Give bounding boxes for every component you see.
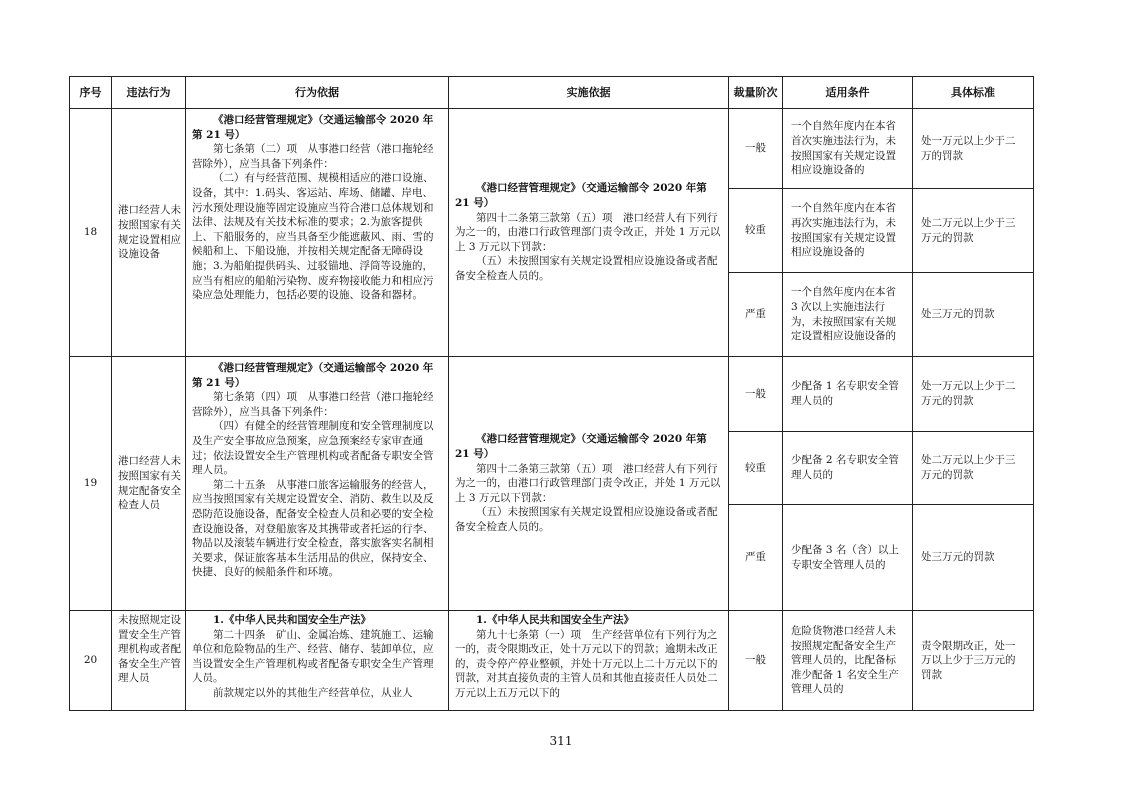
page-number: 311 [549, 734, 573, 748]
penalty-standard: 责令限期改正，处一万以上少于三万元的罚款 [913, 611, 1034, 711]
penalty-standard: 处二万元以上少于三万元的罚款 [913, 432, 1034, 505]
basis-paragraph: 第二十五条 从事港口旅客运输服务的经营人，应当按照国家有关规定设置安全、消防、救生以及反恐防范设施设备，配备安全检查人员和必要的安全检查设施设备，对登船旅客及其携带或者托运的行李、物品以及滚装车辆进行安全检查，落实旅客实名制相关要求，保证旅客基本生活用品的供应，保持安全、快捷、良好的候船条件和环境。 [192, 478, 434, 579]
header-basis: 行为依据 [186, 77, 449, 109]
table-row [70, 109, 1034, 189]
behavior-basis [186, 109, 449, 357]
behavior-basis [186, 357, 449, 611]
level-severe: 严重 [729, 273, 783, 357]
penalty-table [69, 76, 1034, 711]
basis-paragraph: 第七条第（四）项 从事港口经营（港口拖轮经营除外），应当具备下列条件： [192, 391, 434, 418]
level-serious: 较重 [729, 189, 783, 273]
applicable-condition: 少配备 2 名专职安全管理人员的 [783, 432, 913, 505]
row-number: 20 [70, 611, 112, 711]
header-cond: 适用条件 [783, 77, 913, 109]
impl-title: 《港口经营管理规定》（交通运输部令 2020 年第 21 号） [455, 182, 707, 210]
basis-paragraph: （四）有健全的经营管理制度和安全管理制度以及生产安全事故应急预案，应急预案经专家审查通过；依法设置安全生产管理机构或者配备专职安全管理人员。 [192, 420, 434, 477]
applicable-condition: 一个自然年度内在本省 3 次以上实施违法行为，未按照国家有关规定设置相应设施设备的 [783, 273, 913, 357]
impl-title: 《港口经营管理规定》（交通运输部令 2020 年第 21 号） [455, 433, 707, 461]
penalty-standard: 处一万元以上少于二万的罚款 [913, 109, 1034, 189]
level-general: 一般 [729, 611, 783, 711]
header-std: 具体标准 [913, 77, 1034, 109]
basis-title: 1.《中华人民共和国安全生产法》 [213, 614, 371, 626]
impl-title: 1.《中华人民共和国安全生产法》 [476, 614, 634, 626]
violation-act: 港口经营人未按照国家有关规定设置相应设施设备 [112, 109, 186, 357]
table-row [70, 611, 1034, 711]
level-serious: 较重 [729, 432, 783, 505]
applicable-condition: 少配备 3 名（含）以上专职安全管理人员的 [783, 505, 913, 611]
applicable-condition: 一个自然年度内在本省再次实施违法行为，未按照国家有关规定设置相应设施设备的 [783, 189, 913, 273]
implementation-basis [449, 357, 729, 611]
violation-act: 未按照规定设置安全生产管理机构或者配备安全生产管理人员 [112, 611, 186, 711]
table-row [70, 357, 1034, 432]
applicable-condition: 一个自然年度内在本省首次实施违法行为，未按照国家有关规定设置相应设施设备的 [783, 109, 913, 189]
basis-paragraph: 第七条第（二）项 从事港口经营（港口拖轮经营除外），应当具备下列条件： [192, 143, 434, 170]
violation-act: 港口经营人未按照国家有关规定配备安全检查人员 [112, 357, 186, 611]
table-header-row [70, 77, 1034, 109]
basis-paragraph: （二）有与经营范围、规模相适应的港口设施、设备，其中：1.码头、客运站、库场、储罐、岸电、污水预处理设施等固定设施应当符合港口总体规划和法律、法规及有关技术标准的要求；2.为旅客提供上、下船服务的，应当具备至少能遮蔽风、雨、雪的候船和上、下船设施，并按相关规定配备无障碍设施；3.为船舶提供码头、过驳锚地、浮筒等设施的，应当有相应的船舶污染物、废弃物接收能力和相应污染应急处理能力，包括必要的设施、设备和器材。 [192, 172, 434, 302]
applicable-condition: 少配备 1 名专职安全管理人员的 [783, 357, 913, 432]
applicable-condition: 危险货物港口经营人未按照规定配备安全生产管理人员的，比配备标准少配备 1 名安全生产管理人员的 [783, 611, 913, 711]
basis-paragraph: 第二十四条 矿山、金属冶炼、建筑施工、运输单位和危险物品的生产、经营、储存、装卸单位，应当设置安全生产管理机构或者配备专职安全生产管理人员。 [192, 628, 434, 685]
penalty-standard: 处三万元的罚款 [913, 505, 1034, 611]
header-no: 序号 [70, 77, 112, 109]
implementation-basis [449, 109, 729, 357]
row-number: 19 [70, 357, 112, 611]
header-act: 违法行为 [112, 77, 186, 109]
basis-paragraph: 前款规定以外的其他生产经营单位，从业人 [213, 686, 413, 699]
row-number: 18 [70, 109, 112, 357]
penalty-standard: 处二万元以上少于三万元的罚款 [913, 189, 1034, 273]
behavior-basis [186, 611, 449, 711]
header-level: 裁量阶次 [729, 77, 783, 109]
level-general: 一般 [729, 357, 783, 432]
penalty-standard: 处三万元的罚款 [913, 273, 1034, 357]
level-severe: 严重 [729, 505, 783, 611]
impl-paragraph: 第四十二条第三款第（五）项 港口经营人有下列行为之一的，由港口行政管理部门责令改正，并处 1 万元以上 3 万元以下罚款： [455, 462, 721, 504]
implementation-basis [449, 611, 729, 711]
basis-title: 《港口经营管理规定》（交通运输部令 2020 年第 21 号） [192, 362, 434, 389]
impl-paragraph: 第四十二条第三款第（五）项 港口经营人有下列行为之一的，由港口行政管理部门责令改正，并处 1 万元以上 3 万元以下罚款： [455, 211, 721, 253]
header-impl: 实施依据 [449, 77, 729, 109]
level-general: 一般 [729, 109, 783, 189]
penalty-standard: 处一万元以上少于二万元的罚款 [913, 357, 1034, 432]
impl-paragraph: （五）未按照国家有关规定设置相应设施设备或者配备安全检查人员的。 [455, 506, 718, 533]
impl-paragraph: （五）未按照国家有关规定设置相应设施设备或者配备安全检查人员的。 [455, 255, 718, 282]
impl-paragraph: 第九十七条第（一）项 生产经营单位有下列行为之一的，责令限期改正，处十万元以下的罚款；逾期未改正的，责令停产停业整顿，并处十万元以上二十万元以下的罚款，对其直接负责的主管人员和其他直接责任人员处二万元以上五万元以下的 [455, 628, 718, 699]
basis-title: 《港口经营管理规定》（交通运输部令 2020 年第 21 号） [192, 114, 434, 141]
